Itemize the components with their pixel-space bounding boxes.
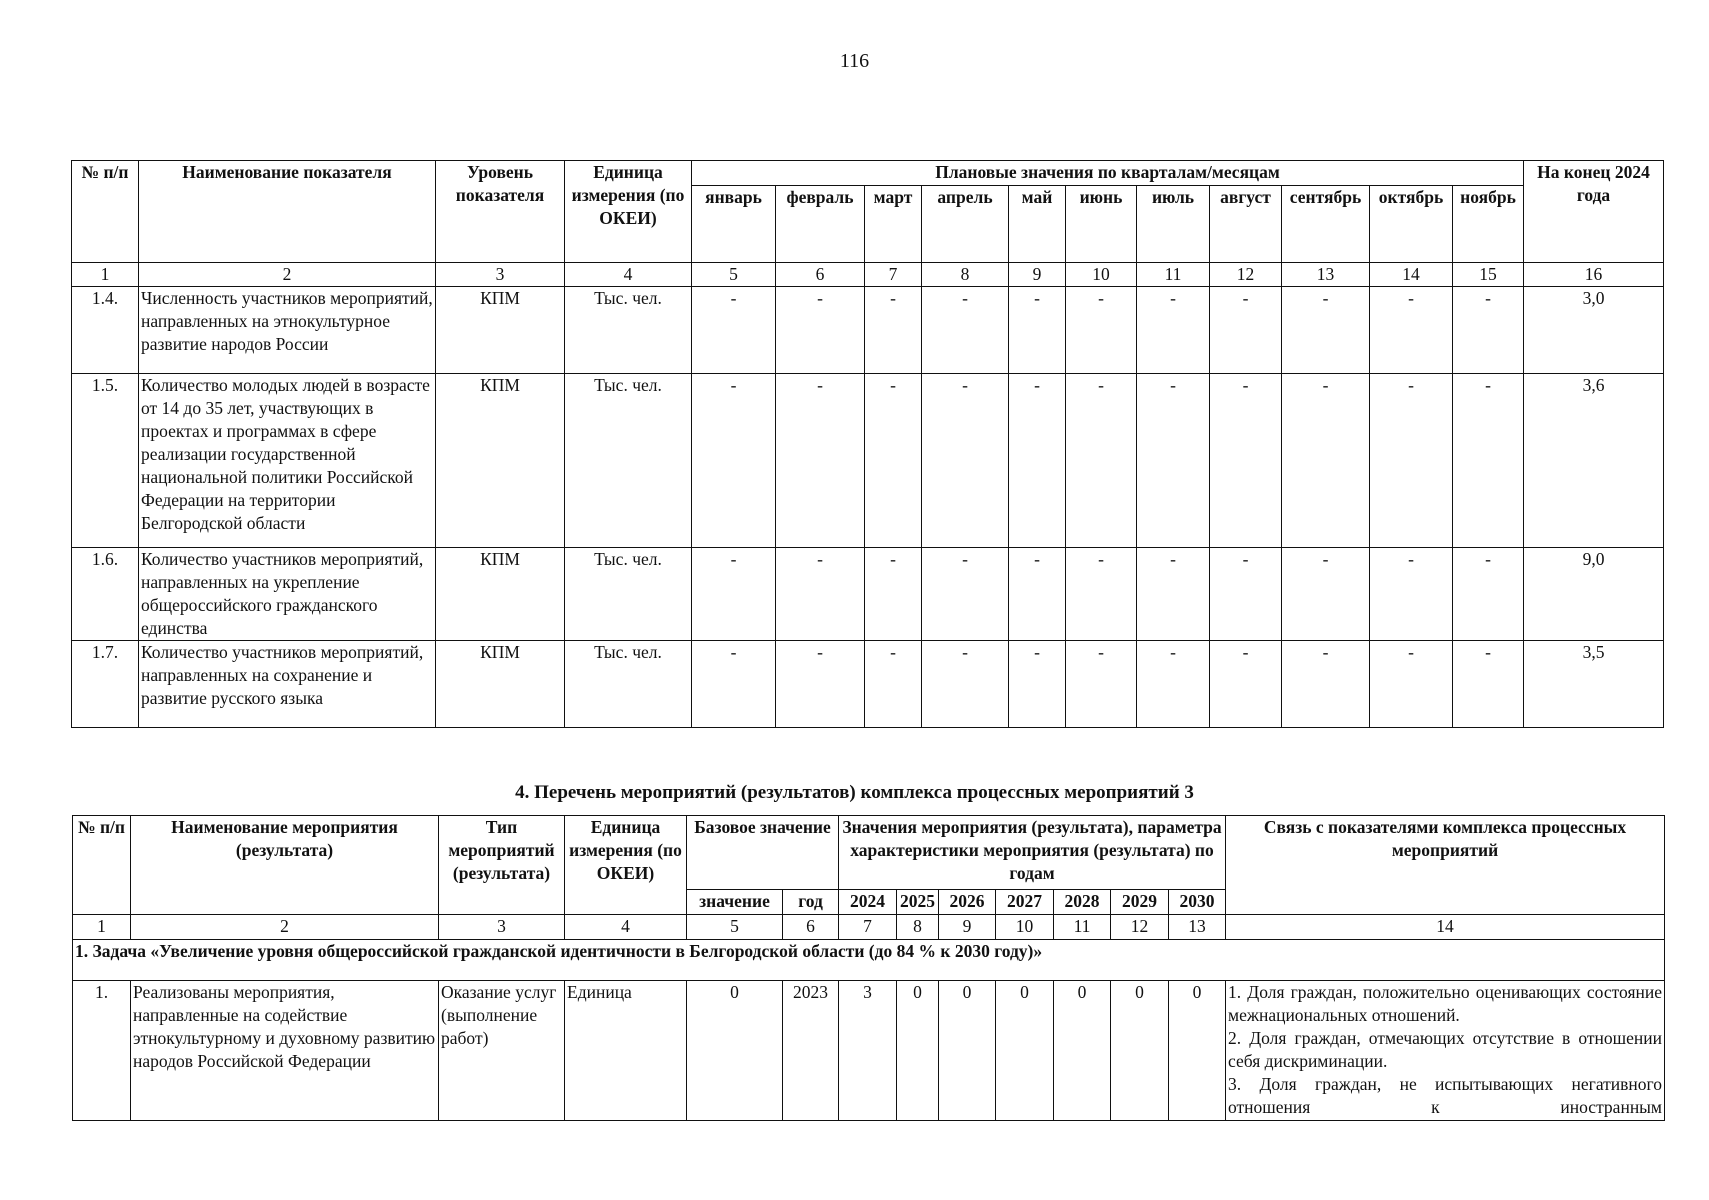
- row-num: 1.6.: [72, 548, 139, 641]
- column-number: 11: [1054, 915, 1111, 940]
- header-month-5: май: [1009, 186, 1066, 263]
- row-month-value: -: [1370, 641, 1453, 728]
- header-year-2025: 2025: [897, 890, 939, 915]
- row-month-value: -: [865, 641, 922, 728]
- row-base-year: 2023: [783, 981, 839, 1121]
- row-month-value: -: [1210, 287, 1282, 374]
- column-number: 4: [565, 915, 687, 940]
- column-number: 8: [897, 915, 939, 940]
- header-base-year: год: [783, 890, 839, 915]
- column-number: 1: [72, 263, 139, 287]
- row-month-value: -: [1066, 374, 1137, 548]
- row-end-value: 3,6: [1524, 374, 1664, 548]
- row-name: Численность участников мероприятий, направленных на этнокультурное развитие народов России: [139, 287, 436, 374]
- row-month-value: -: [1009, 548, 1066, 641]
- row-end-value: 3,0: [1524, 287, 1664, 374]
- header-month-3: март: [865, 186, 922, 263]
- column-number: 11: [1137, 263, 1210, 287]
- row-year-value: 3: [839, 981, 897, 1121]
- column-number: 5: [687, 915, 783, 940]
- column-number: 16: [1524, 263, 1664, 287]
- row-month-value: -: [1137, 374, 1210, 548]
- header-num: № п/п: [73, 816, 131, 915]
- row-month-value: -: [922, 287, 1009, 374]
- header-month-11: ноябрь: [1453, 186, 1524, 263]
- row-month-value: -: [776, 374, 865, 548]
- row-month-value: -: [922, 374, 1009, 548]
- row-month-value: -: [1066, 641, 1137, 728]
- header-base-value: значение: [687, 890, 783, 915]
- row-num: 1.7.: [72, 641, 139, 728]
- row-base-value: 0: [687, 981, 783, 1121]
- header-month-9: сентябрь: [1282, 186, 1370, 263]
- row-month-value: -: [692, 374, 776, 548]
- header-name: Наименование показателя: [139, 161, 436, 263]
- row-type: Оказание услуг (выполнение работ): [439, 981, 565, 1121]
- table-row: [72, 374, 1664, 548]
- row-level: КПМ: [436, 548, 565, 641]
- row-month-value: -: [1137, 641, 1210, 728]
- header-plan-group: Плановые значения по кварталам/месяцам: [692, 161, 1524, 186]
- header-year-2028: 2028: [1054, 890, 1111, 915]
- table-row: [72, 548, 1664, 641]
- row-month-value: -: [865, 548, 922, 641]
- row-month-value: -: [1009, 641, 1066, 728]
- row-unit: Тыс. чел.: [565, 374, 692, 548]
- row-month-value: -: [1210, 374, 1282, 548]
- header-base: Базовое значение: [687, 816, 839, 890]
- row-month-value: -: [1370, 548, 1453, 641]
- link-item: 1. Доля граждан, положительно оценивающих состояние межнациональных отношений.: [1228, 982, 1663, 1025]
- column-number: 1: [73, 915, 131, 940]
- column-number: 6: [783, 915, 839, 940]
- header-unit: Единица измерения (по ОКЕИ): [565, 816, 687, 915]
- header-year-2024: 2024: [839, 890, 897, 915]
- row-num: 1.5.: [72, 374, 139, 548]
- header-month-7: июль: [1137, 186, 1210, 263]
- column-number: 10: [1066, 263, 1137, 287]
- row-year-value: 0: [897, 981, 939, 1121]
- row-links: [1226, 981, 1665, 1121]
- header-unit: Единица измерения (по ОКЕИ): [565, 161, 692, 263]
- row-year-value: 0: [939, 981, 996, 1121]
- task-row: 1. Задача «Увеличение уровня общероссийской гражданской идентичности в Белгородской области (до 84 % к 2030 году)»: [73, 940, 1665, 981]
- column-number: 2: [139, 263, 436, 287]
- header-month-4: апрель: [922, 186, 1009, 263]
- row-month-value: -: [922, 548, 1009, 641]
- row-level: КПМ: [436, 641, 565, 728]
- row-month-value: -: [1453, 641, 1524, 728]
- row-month-value: -: [1009, 374, 1066, 548]
- row-month-value: -: [1210, 548, 1282, 641]
- row-month-value: -: [1282, 641, 1370, 728]
- link-item: 2. Доля граждан, отмечающих отсутствие в отношении себя дискриминации.: [1228, 1028, 1663, 1071]
- header-type: Тип мероприятий (результата): [439, 816, 565, 915]
- column-number: 14: [1370, 263, 1453, 287]
- row-month-value: -: [865, 287, 922, 374]
- row-month-value: -: [1066, 287, 1137, 374]
- column-number: 9: [1009, 263, 1066, 287]
- column-number: 13: [1169, 915, 1226, 940]
- row-month-value: -: [865, 374, 922, 548]
- header-month-10: октябрь: [1370, 186, 1453, 263]
- column-number: 12: [1210, 263, 1282, 287]
- column-number: 6: [776, 263, 865, 287]
- header-link: Связь с показателями комплекса процессных мероприятий: [1226, 816, 1665, 915]
- page-number: 116: [839, 50, 870, 72]
- column-number: 13: [1282, 263, 1370, 287]
- indicators-table: [71, 160, 1664, 728]
- header-year-2030: 2030: [1169, 890, 1226, 915]
- column-number: 15: [1453, 263, 1524, 287]
- link-item: 3. Доля граждан, не испытывающих негативного отношения к иностранным: [1228, 1074, 1663, 1117]
- row-num: 1.4.: [72, 287, 139, 374]
- row-month-value: -: [1137, 548, 1210, 641]
- row-month-value: -: [1370, 287, 1453, 374]
- header-num: № п/п: [72, 161, 139, 263]
- header-end: На конец 2024 года: [1524, 161, 1664, 263]
- header-year-2027: 2027: [996, 890, 1054, 915]
- row-month-value: -: [1453, 548, 1524, 641]
- column-number: 10: [996, 915, 1054, 940]
- header-year-2026: 2026: [939, 890, 996, 915]
- row-name: Реализованы мероприятия, направленные на содействие этнокультурному и духовному развитию народов Российской Федерации: [131, 981, 439, 1121]
- measures-table: [72, 815, 1665, 1121]
- header-values-group: Значения мероприятия (результата), параметра характеристики мероприятия (результата) по годам: [839, 816, 1226, 890]
- row-unit: Тыс. чел.: [565, 548, 692, 641]
- column-number: 14: [1226, 915, 1665, 940]
- column-number: 5: [692, 263, 776, 287]
- row-end-value: 3,5: [1524, 641, 1664, 728]
- column-number: 8: [922, 263, 1009, 287]
- row-month-value: -: [1453, 287, 1524, 374]
- row-month-value: -: [1210, 641, 1282, 728]
- row-month-value: -: [1282, 374, 1370, 548]
- column-number: 2: [131, 915, 439, 940]
- column-number: 12: [1111, 915, 1169, 940]
- row-month-value: -: [776, 641, 865, 728]
- row-year-value: 0: [1169, 981, 1226, 1121]
- table-row: [72, 641, 1664, 728]
- row-unit: Тыс. чел.: [565, 641, 692, 728]
- column-number: 7: [839, 915, 897, 940]
- row-unit: Тыс. чел.: [565, 287, 692, 374]
- table-row: [72, 287, 1664, 374]
- row-name: Количество участников мероприятий, направленных на сохранение и развитие русского языка: [139, 641, 436, 728]
- row-num: 1.: [73, 981, 131, 1121]
- row-month-value: -: [1137, 287, 1210, 374]
- row-month-value: -: [1370, 374, 1453, 548]
- row-month-value: -: [922, 641, 1009, 728]
- header-name: Наименование мероприятия (результата): [131, 816, 439, 915]
- header-month-8: август: [1210, 186, 1282, 263]
- row-month-value: -: [1066, 548, 1137, 641]
- row-month-value: -: [692, 641, 776, 728]
- row-end-value: 9,0: [1524, 548, 1664, 641]
- header-year-2029: 2029: [1111, 890, 1169, 915]
- row-name: Количество молодых людей в возрасте от 14 до 35 лет, участвующих в проектах и программах в сфере реализации государственной национальной политики Российской Федерации на территории Белгородской области: [139, 374, 436, 548]
- column-number: 3: [439, 915, 565, 940]
- row-year-value: 0: [1054, 981, 1111, 1121]
- row-month-value: -: [692, 287, 776, 374]
- column-number: 9: [939, 915, 996, 940]
- row-month-value: -: [1282, 548, 1370, 641]
- column-number: 3: [436, 263, 565, 287]
- row-month-value: -: [1453, 374, 1524, 548]
- row-month-value: -: [692, 548, 776, 641]
- row-month-value: -: [1282, 287, 1370, 374]
- column-number: 7: [865, 263, 922, 287]
- row-level: КПМ: [436, 287, 565, 374]
- row-year-value: 0: [996, 981, 1054, 1121]
- row-month-value: -: [776, 287, 865, 374]
- row-year-value: 0: [1111, 981, 1169, 1121]
- row-month-value: -: [1009, 287, 1066, 374]
- column-number: 4: [565, 263, 692, 287]
- row-name: Количество участников мероприятий, направленных на укрепление общероссийского гражданского единства: [139, 548, 436, 641]
- section-title: 4. Перечень мероприятий (результатов) комплекса процессных мероприятий 3: [515, 782, 1194, 803]
- header-level: Уровень показателя: [436, 161, 565, 263]
- header-month-6: июнь: [1066, 186, 1137, 263]
- row-level: КПМ: [436, 374, 565, 548]
- row-unit: Единица: [565, 981, 687, 1121]
- header-month-1: январь: [692, 186, 776, 263]
- header-month-2: февраль: [776, 186, 865, 263]
- row-month-value: -: [776, 548, 865, 641]
